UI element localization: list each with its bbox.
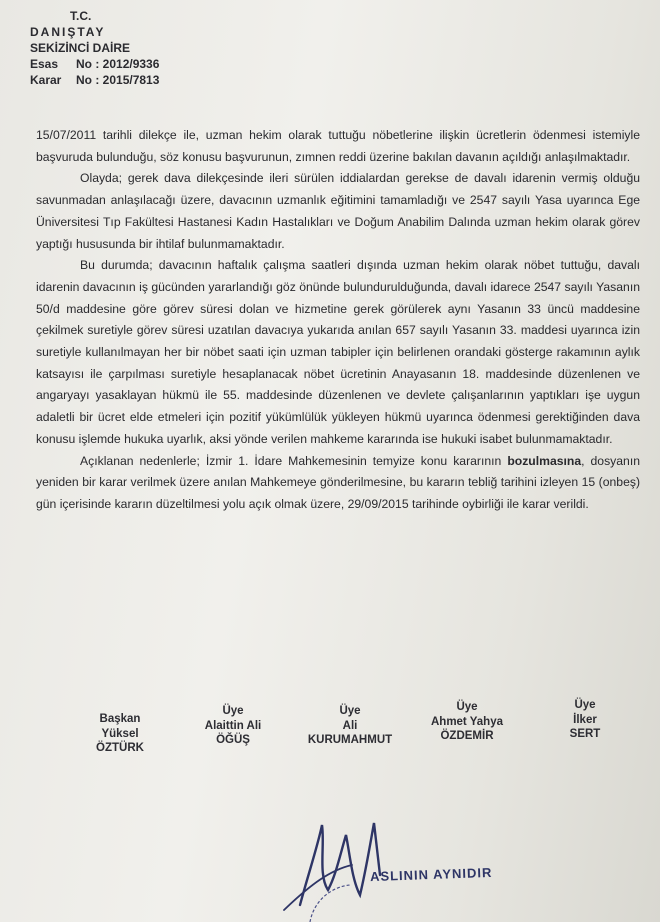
paragraph-4-end: , dosyanın yeniden bir karar verilmek üzere anılan Mahkemeye gönderilmesine, bu kararın tebliğ tarihini izleyen 15 (onbeş) gün içerisinde kararın düzeltilmesi yolu açık olmak üzere, 29/09/2015 tarihinde oybirliği ile karar verildi. [36,453,640,511]
esas-no-label: No : [76,57,100,71]
signatory-last-name: ÖZTÜRK [96,742,144,755]
signatory-last-name: KURUMAHMUT [307,734,393,747]
signatory-first-name: İlker [573,713,597,726]
signatory-role: Üye [222,705,244,717]
signatory-role: Başkan [99,713,141,725]
chamber-name: SEKİZİNCİ DAİRE [30,41,131,55]
signatory-last-name: ÖZDEMİR [440,730,494,743]
signatory-member-1 [178,704,288,748]
signatory-member-3 [412,700,522,744]
esas-number: 2012/9336 [102,57,160,71]
paragraph-4-start: Açıklanan nedenlerle; İzmir 1. İdare Mahkemesinin temyize konu kararının [80,453,502,468]
karar-label: Karar [30,73,62,87]
esas-label: Esas [30,57,59,71]
signatory-first-name: Ali [342,719,358,732]
signatory-role: Üye [574,699,596,711]
signatory-role: Üye [339,705,361,717]
seal-outline [310,885,350,922]
decision-body [36,125,640,516]
karar-number: 2015/7813 [102,73,160,87]
paragraph-2: Olayda; gerek dava dilekçesinde ileri sürülen iddialardan gerekse de davalı idarenin vermiş olduğu savunmadan anlaşılacağı üzere, davacının uzmanlık eğitimini tamamladığı ve 2547 sayılı Yasa uyarınca Ege Üniversitesi Tıp Fakültesi Hastanesi Kadın Hastalıkları ve Doğum Anabilim Dalında uzman hekim olarak görev yaptığı hususunda bir ihtilaf bulunmamaktadır. [36,171,640,251]
paragraph-1: 15/07/2011 tarihli dilekçe ile, uzman hekim olarak tuttuğu nöbetlerine ilişkin ücretlerin ödenmesi istemiyle başvuruda bulunduğu, söz konusu başvurunun, zımnen reddi üzerine bakılan davanın açıldığı anlaşılmaktadır. [36,128,640,164]
esas-line [30,56,159,72]
document-header [30,8,159,88]
paragraph-3: Bu durumda; davacının haftalık çalışma saatleri dışında uzman hekim olarak nöbet tuttuğu, davalı idarenin davacının iş gücünden yararlandığı göz önünde bulundurulduğunda, davalı idarece 2547 sayılı Yasanın 50/d maddesine göre görev süresi dolan ve hizmetine gerek görülerek aynı Yasanın 33 üncü maddesine çekilmek suretiyle görev süresi uzatılan davacıya yukarıda anılan 657 sayılı Yasanın 33. maddesi uyarınca izin suretiyle kullanılmayan her bir nöbet saati için uzman tabipler için belirlenen orandaki gösterge rakamının aylık katsayısı ile çarpılması suretiyle hesaplanacak nöbet ücretinin Anayasanın 18. maddesinde düzenlenen ve angaryayı yasaklayan hükmü ile 55. maddesinde düzenlenen ve devlete çalışanlarının yaptıkları işe uygun adaletli bir ücret elde etmeleri için pozitif yükümlülük yükleyen hükmü uyarınca ödenmesi gerektiğinden dava konusu işlemde hukuka uyarlık, aksi yönde verilen mahkeme kararında ise hukuki isabet bulunmamaktadır. [36,258,640,446]
signatory-member-4 [540,698,630,742]
signatory-last-name: ÖĞÜŞ [216,734,250,747]
signatory-first-name: Alaittin Ali [204,719,262,732]
handwritten-signature [300,823,380,905]
signatory-last-name: SERT [569,728,601,741]
certified-copy-stamp: ASLININ AYNIDIR [369,864,493,885]
signatory-member-2 [292,704,408,748]
signatory-president [70,712,170,756]
country-label: T.C. [70,9,92,23]
signatory-first-name: Yüksel [101,727,139,740]
ruling-word: bozulmasına [507,453,582,468]
karar-no-label: No : [76,73,100,87]
karar-line [30,72,159,88]
signatory-first-name: Ahmet Yahya [430,715,503,728]
signatory-role: Üye [456,701,478,713]
paragraph-4 [36,451,640,516]
court-name: DANIŞTAY [30,25,106,39]
